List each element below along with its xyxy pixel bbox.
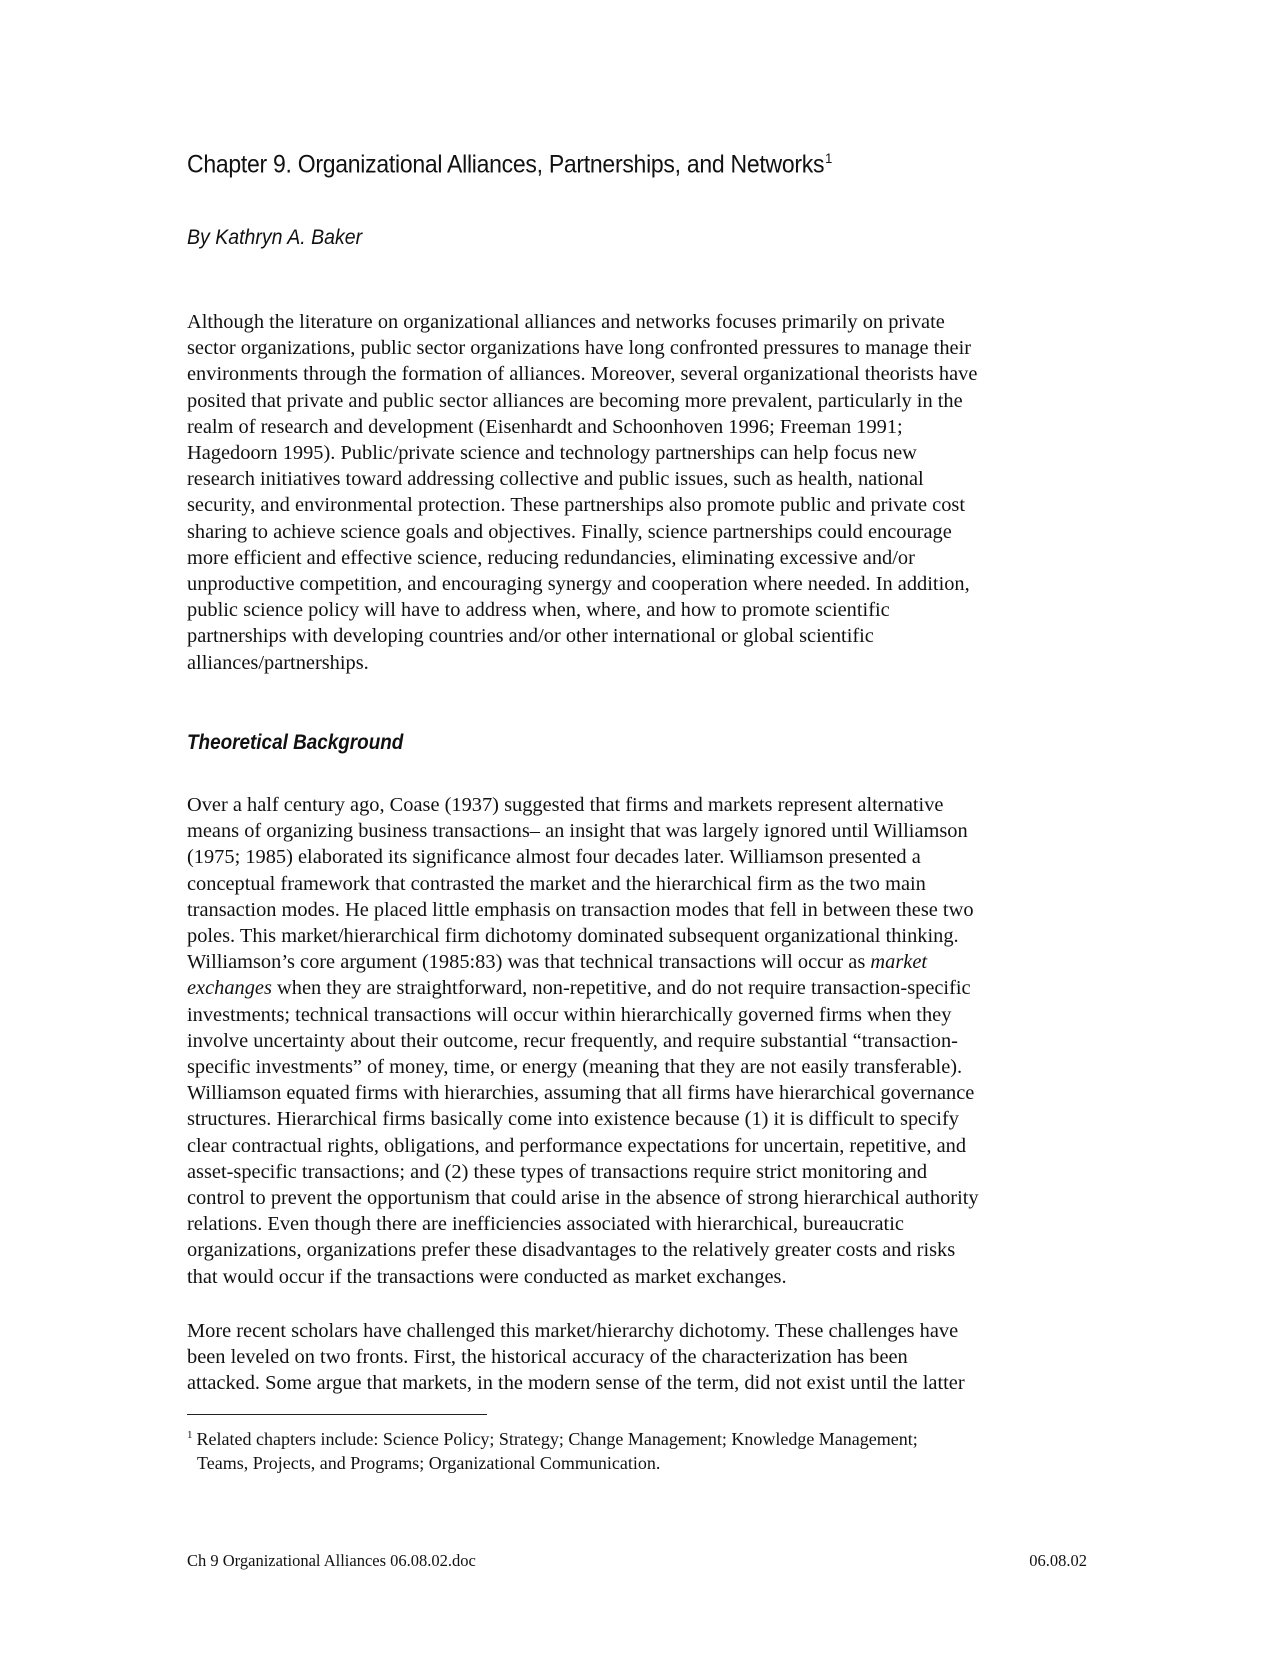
italic-term-exchanges: exchanges — [187, 977, 272, 1000]
background-line: transaction modes. He placed little emphasis on transaction modes that fell in between these two — [187, 898, 974, 921]
background-line: organizations, organizations prefer these disadvantages to the relatively greater costs and risks — [187, 1239, 956, 1262]
chapter-title — [187, 150, 832, 179]
intro-paragraph — [187, 309, 1087, 676]
intro-line: Although the literature on organizational alliances and networks focuses primarily on private — [187, 311, 945, 333]
chapter-title-text: Chapter 9. Organizational Alliances, Partnerships, and Networks — [187, 150, 825, 179]
background-line: investments; technical transactions will occur within hierarchically governed firms when they — [187, 1003, 952, 1026]
background-line: control to prevent the opportunism that could arise in the absence of strong hierarchical authority — [187, 1187, 979, 1210]
background-line: clear contractual rights, obligations, and performance expectations for uncertain, repetitive, and — [187, 1134, 967, 1157]
background-text-post-italic: when they are straightforward, non-repetitive, and do not require transaction-specific — [271, 977, 971, 1000]
footnote-line: Teams, Projects, and Programs; Organizational Communication. — [197, 1453, 661, 1473]
background-line: Over a half century ago, Coase (1937) suggested that firms and markets represent alternative — [187, 794, 944, 816]
italic-term-market: market — [870, 951, 928, 974]
intro-line: environments through the formation of alliances. Moreover, several organizational theorists have — [187, 363, 978, 386]
intro-line: unproductive competition, and encouraging synergy and cooperation where needed. In addition, — [187, 573, 970, 596]
intro-line: more efficient and effective science, reducing redundancies, eliminating excessive and/or — [187, 546, 915, 569]
background-line: asset-specific transactions; and (2) these types of transactions require strict monitoring and — [187, 1160, 928, 1183]
background-line: Williamson equated firms with hierarchies, assuming that all firms have hierarchical governance — [187, 1082, 975, 1105]
background-line: relations. Even though there are inefficiencies associated with hierarchical, bureaucratic — [187, 1213, 904, 1236]
intro-line: posited that private and public sector alliances are becoming more prevalent, particularly in the — [187, 389, 963, 412]
recent-scholars-paragraph — [187, 1318, 1087, 1397]
intro-line: partnerships with developing countries and/or other international or global scientific — [187, 625, 874, 648]
intro-line: public science policy will have to address when, where, and how to promote scientific — [187, 599, 890, 622]
background-line: means of organizing business transactions– an insight that was largely ignored until Williamson — [187, 820, 968, 843]
footer-date: 06.08.02 — [1029, 1551, 1087, 1570]
background-line — [187, 975, 1087, 1001]
intro-line: sector organizations, public sector organizations have long confronted pressures to manage their — [187, 337, 972, 360]
section-heading-theoretical-background: Theoretical Background — [187, 731, 404, 754]
background-text-pre-italic: Williamson’s core argument (1985:83) was that technical transactions will occur as — [187, 951, 871, 974]
intro-line: Hagedoorn 1995). Public/private science and technology partnerships can help focus new — [187, 442, 917, 465]
recent-line: More recent scholars have challenged this market/hierarchy dichotomy. These challenges have — [187, 1320, 959, 1342]
chapter-title-footnote-mark: 1 — [825, 150, 832, 166]
background-paragraph — [187, 792, 1087, 1290]
intro-line: research initiatives toward addressing collective and public issues, such as health, national — [187, 468, 924, 491]
background-line: conceptual framework that contrasted the market and the hierarchical firm as the two main — [187, 872, 926, 895]
intro-line: sharing to achieve science goals and objectives. Finally, science partnerships could encourage — [187, 520, 952, 543]
footnote-divider — [187, 1414, 487, 1415]
background-line: (1975; 1985) elaborated its significance almost four decades later. Williamson presented a — [187, 846, 921, 869]
footer-filename: Ch 9 Organizational Alliances 06.08.02.doc — [187, 1551, 476, 1570]
footnote-mark: 1 — [187, 1429, 193, 1441]
background-line: structures. Hierarchical firms basically come into existence because (1) it is difficult to specify — [187, 1108, 959, 1131]
intro-line: security, and environmental protection. These partnerships also promote public and private cost — [187, 494, 966, 517]
footnote-line — [187, 1423, 1087, 1451]
background-line: involve uncertainty about their outcome, recur frequently, and require substantial “transaction- — [187, 1029, 958, 1052]
background-line: specific investments” of money, time, or energy (meaning that they are not easily transferable). — [187, 1056, 963, 1079]
intro-line: alliances/partnerships. — [187, 651, 369, 674]
footnote — [187, 1423, 1087, 1475]
intro-line: realm of research and development (Eisenhardt and Schoonhoven 1996; Freeman 1991; — [187, 415, 903, 438]
background-line: that would occur if the transactions were conducted as market exchanges. — [187, 1265, 787, 1288]
background-line: poles. This market/hierarchical firm dichotomy dominated subsequent organizational thinking. — [187, 925, 959, 948]
recent-line: been leveled on two fronts. First, the historical accuracy of the characterization has been — [187, 1346, 908, 1369]
recent-line: attacked. Some argue that markets, in the modern sense of the term, did not exist until the latter — [187, 1372, 965, 1395]
background-line — [187, 949, 1087, 975]
footnote-text: Related chapters include: Science Policy; Strategy; Change Management; Knowledge Management; — [196, 1429, 918, 1449]
byline: By Kathryn A. Baker — [187, 226, 363, 249]
